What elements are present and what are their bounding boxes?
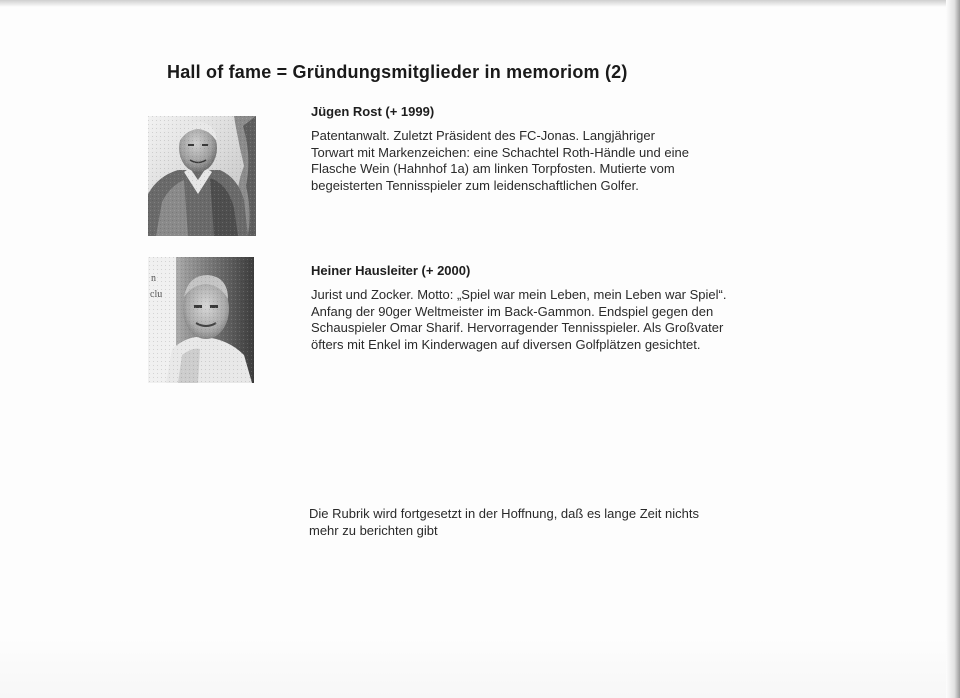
bio-line: Patentanwalt. Zuletzt Präsident des FC-Jonas. Langjähriger	[311, 128, 655, 143]
page-title: Hall of fame = Gründungsmitglieder in memoriom (2)	[167, 62, 628, 82]
bio-line: öfters mit Enkel im Kinderwagen auf diversen Golfplätzen gesichtet.	[311, 336, 701, 352]
scan-edge-top	[0, 0, 960, 7]
closing-line: Die Rubrik wird fortgesetzt in der Hoffnung, daß es lange Zeit nichts	[309, 506, 699, 521]
bio-line: Anfang der 90ger Weltmeister im Back-Gammon. Endspiel gegen den	[311, 303, 714, 319]
closing-note	[309, 505, 749, 539]
bio-line: begeisterten Tennisspieler zum leidenschaftlichen Golfer.	[311, 177, 639, 193]
entry-name-juergen-rost: Jügen Rost (+ 1999)	[311, 104, 435, 119]
portrait-photo-juergen-rost	[148, 116, 256, 236]
entry-bio-juergen-rost	[311, 128, 761, 194]
bio-line: Schauspieler Omar Sharif. Hervorragender Tennisspieler. Als Großvater	[311, 320, 724, 335]
portrait-photo-heiner-hausleiter	[148, 257, 254, 383]
scan-edge-bottom	[0, 638, 960, 698]
bio-line: Torwart mit Markenzeichen: eine Schachtel Roth-Händle und eine	[311, 144, 689, 160]
scan-edge-right	[946, 0, 960, 698]
closing-line: mehr zu berichten gibt	[309, 523, 438, 538]
entry-bio-heiner-hausleiter	[311, 287, 771, 353]
entry-name-heiner-hausleiter: Heiner Hausleiter (+ 2000)	[311, 263, 471, 278]
bio-line: Jurist und Zocker. Motto: „Spiel war mein Leben, mein Leben war Spiel“.	[311, 287, 727, 302]
bio-line: Flasche Wein (Hahnhof 1a) am linken Torpfosten. Mutierte vom	[311, 161, 675, 176]
